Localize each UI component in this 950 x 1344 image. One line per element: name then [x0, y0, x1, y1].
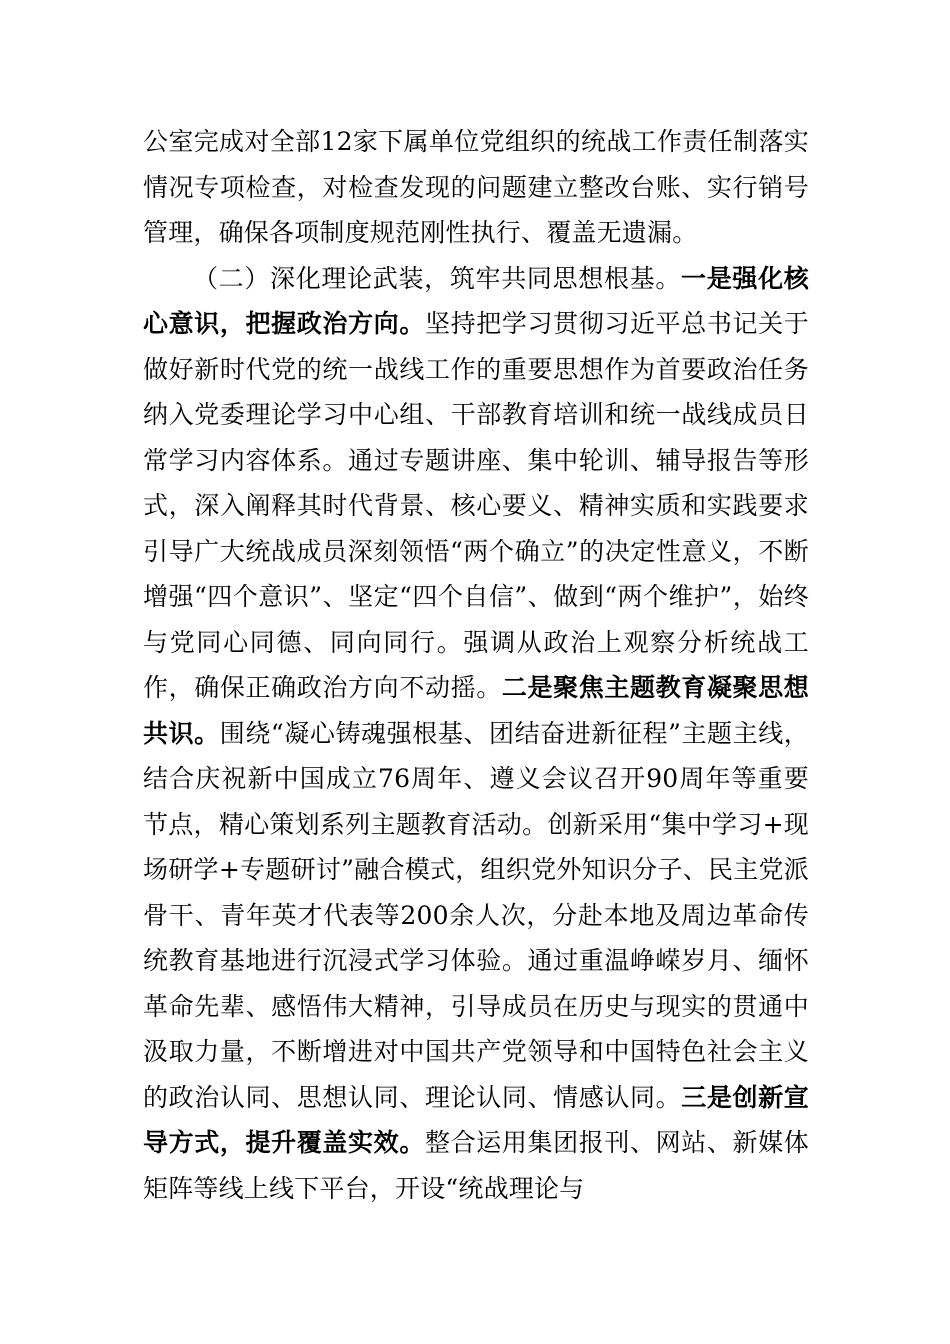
point-title-1: 一是强化核心意识，把握政治方向。 [143, 263, 809, 338]
section-heading: （二）深化理论武装，筑牢共同思想根基。 [193, 263, 682, 293]
document-body [143, 119, 809, 1211]
point-body-3: 整合运用集团报刊、网站、新媒体矩阵等线上线下平台，开设“统战理论与 [143, 1128, 809, 1203]
point-body-2: 围绕“凝心铸魂强根基、团结奋进新征程”主题主线，结合庆祝新中国成立76周年、遵义会议召开90周年等重要节点，精心策划系列主题教育活动。创新采用“集中学习+现场研学+专题研讨”融合模式，组织党外知识分子、民主党派骨干、青年英才代表等200余人次，分赴本地及周边革命传统教育基地进行沉浸式学习体验。通过重温峥嵘岁月、缅怀革命先辈、感悟伟大精神，引导成员在历史与现实的贯通中汲取力量，不断增进对中国共产党领导和中国特色社会主义的政治认同、思想认同、理论认同、情感认同。 [143, 718, 809, 1112]
paragraph-theory-arming [143, 256, 809, 1212]
point-title-2: 二是聚焦主题教育凝聚思想共识。 [143, 673, 809, 748]
point-body-1: 坚持把学习贯彻习近平总书记关于做好新时代党的统一战线工作的重要思想作为首要政治任务纳入党委理论学习中心组、干部教育培训和统一战线成员日常学习内容体系。通过专题讲座、集中轮训、辅导报告等形式，深入阐释其时代背景、核心要义、精神实质和实践要求引导广大统战成员深刻领悟“两个确立”的决定性意义，不断增强“四个意识”、坚定“四个自信”、做到“两个维护”，始终与党同心同德、同向同行。强调从政治上观察分析统战工作，确保正确政治方向不动摇。 [143, 309, 809, 702]
paragraph-continuation [143, 119, 809, 256]
point-title-3: 三是创新宣导方式，提升覆盖实效。 [143, 1082, 809, 1157]
paragraph-text: 公室完成对全部12家下属单位党组织的统战工作责任制落实情况专项检查，对检查发现的问题建立整改台账、实行销号管理，确保各项制度规范刚性执行、覆盖无遗漏。 [143, 127, 809, 247]
